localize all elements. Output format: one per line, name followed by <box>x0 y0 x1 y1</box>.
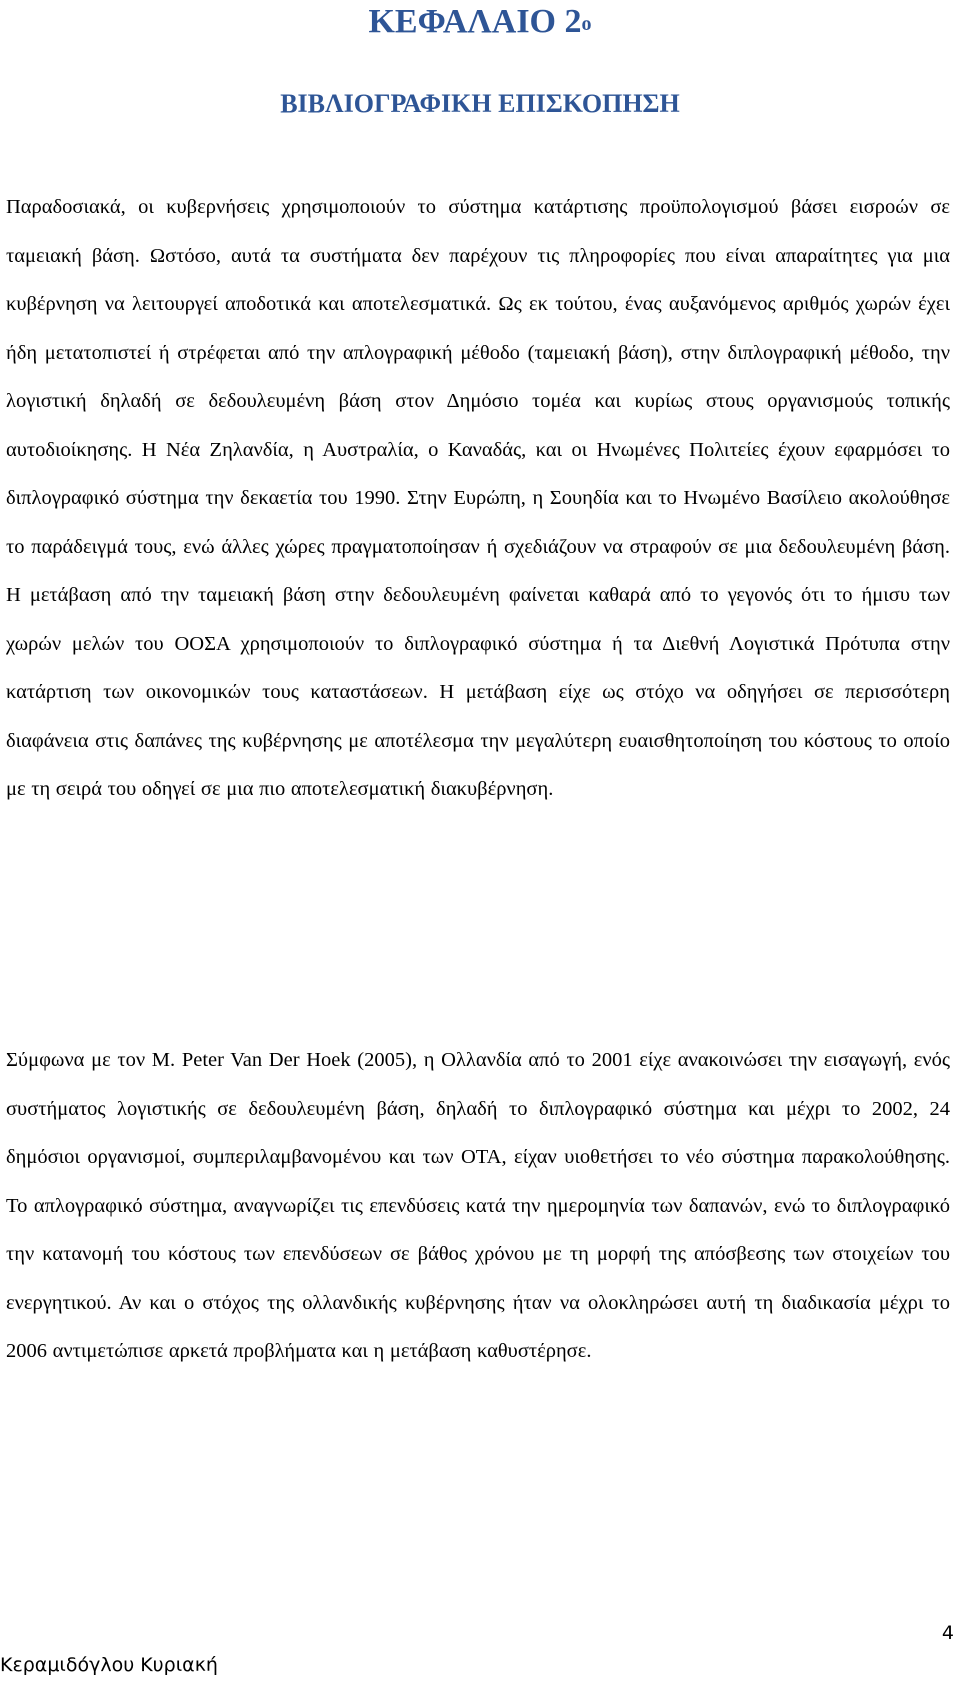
body-paragraph-1: Παραδοσιακά, οι κυβερνήσεις χρησιμοποιούν το σύστημα κατάρτισης προϋπολογισμού βάσει εισροών σε ταμειακή βάση. Ωστόσο, αυτά τα συστήματα δεν παρέχουν τις πληροφορίες που είναι απαραίτητες για μια κυβέρνηση να λειτουργεί αποδοτικά και αποτελεσματικά. Ως εκ τούτου, ένας αυξανόμενος αριθμός χωρών έχει ήδη μετατοπιστεί ή στρέφεται από την απλογραφική μέθοδο (ταμειακή βάση), στην διπλογραφική μέθοδο, την λογιστική δηλαδή σε δεδουλευμένη βάση στον Δημόσιο τομέα και κυρίως στους οργανισμούς τοπικής αυτοδιοίκησης. Η Νέα Ζηλανδία, η Αυστραλία, ο Καναδάς, και οι Ηνωμένες Πολιτείες έχουν εφαρμόσει το διπλογραφικό σύστημα την δεκαετία του 1990. Στην Ευρώπη, η Σουηδία και το Ηνωμένο Βασίλειο ακολούθησε το παράδειγμά τους, ενώ άλλες χώρες πραγματοποίησαν ή σχεδιάζουν να στραφούν σε μια δεδουλευμένη βάση. Η μετάβαση από την ταμειακή βάση στην δεδουλευμένη φαίνεται καθαρά από το γεγονός ότι το ήμισυ των χωρών μελών του ΟΟΣΑ χρησιμοποιούν το διπλογραφικό σύστημα ή τα Διεθνή Λογιστικά Πρότυπα στην κατάρτιση των οικονομικών τους καταστάσεων. Η μετάβαση είχε ως στόχο να οδηγήσει σε περισσότερη διαφάνεια στις δαπάνες της κυβέρνησης με αποτέλεσμα την μεγαλύτερη ευαισθητοποίηση του κόστους το οποίο με τη σειρά του οδηγεί σε μια πιο αποτελεσματική διακυβέρνηση. <box>6 196 950 800</box>
section-title: ΒΙΒΛΙΟΓΡΑΦΙΚΗ ΕΠΙΣΚΟΠΗΣΗ <box>280 89 680 118</box>
body-paragraph-2: Σύμφωνα με τον M. Peter Van Der Hoek (2005), η Ολλανδία από το 2001 είχε ανακοινώσει την εισαγωγή, ενός συστήματος λογιστικής σε δεδουλευμένη βάση, δηλαδή το διπλογραφικό σύστημα και μέχρι το 2002, 24 δημόσιοι οργανισμοί, συμπεριλαμβανομένου και των ΟΤΑ, είχαν υιοθετήσει το νέο σύστημα παρακολούθησης. Το απλογραφικό σύστημα, αναγνωρίζει τις επενδύσεις κατά την ημερομηνία των δαπανών, ενώ το διπλογραφικό την κατανομή του κόστους των επενδύσεων σε βάθος χρόνου με τη μορφή της απόσβεσης των στοιχείων του ενεργητικού. Αν και ο στόχος της ολλανδικής κυβέρνησης ήταν να ολοκληρώσει αυτή τη διαδικασία μέχρι το 2006 αντιμετώπισε αρκετά προβλήματα και η μετάβαση καθυστέρησε. <box>6 1049 950 1362</box>
chapter-title <box>0 0 960 44</box>
chapter-title-text: ΚΕΦΑΛΑΙΟ 2 <box>368 3 582 40</box>
footer-author: Κεραμιδόγλου Κυριακή <box>0 1654 218 1676</box>
chapter-title-superscript: ο <box>581 13 592 35</box>
page-number: 4 <box>941 1622 954 1644</box>
